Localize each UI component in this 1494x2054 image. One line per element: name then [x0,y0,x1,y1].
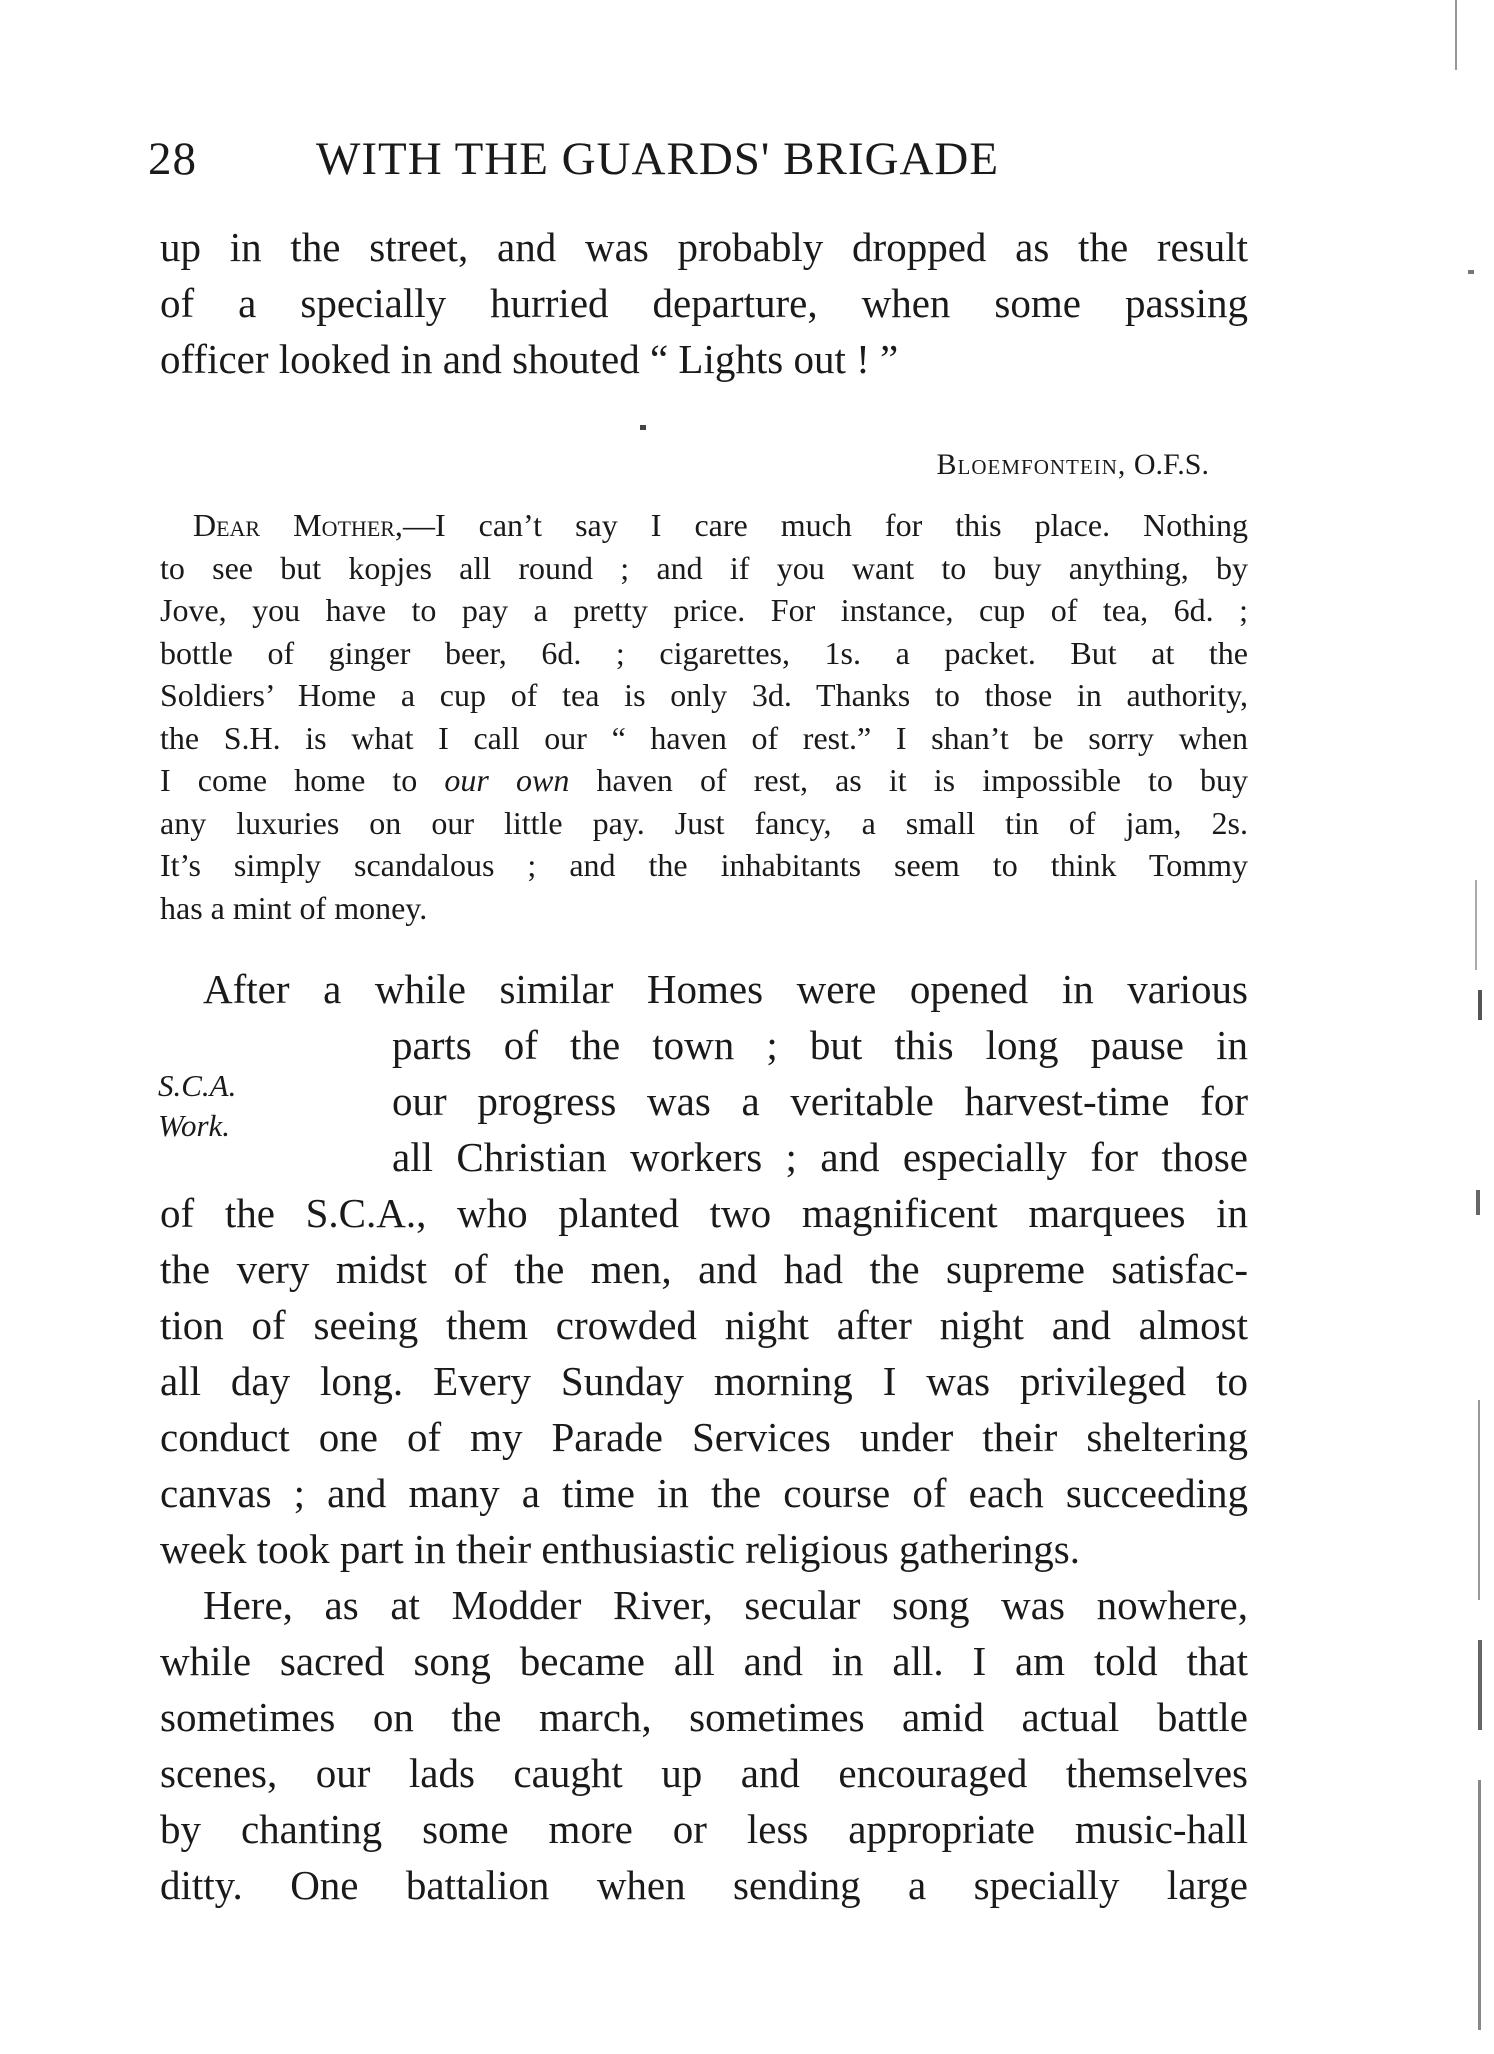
running-title: WITH THE GUARDS' BRIGADE [316,133,1000,185]
text-line: of the S.C.A., who planted two magnificent marquees in [160,1190,1248,1236]
text-line: of a specially hurried departure, when some passing [160,280,1248,326]
text-line: the very midst of the men, and had the supreme satisfac- [160,1246,1248,1292]
text-line: Soldiers’ Home a cup of tea is only 3d. Thanks to those in authority, [160,677,1248,713]
paragraph-continued [160,219,1248,387]
dateline-place: Bloemfontein, [936,448,1127,481]
text-line: has a mint of money. [160,889,428,926]
margin-note [158,1066,236,1146]
text-span: haven of rest, as it is impossible to buy [569,762,1249,798]
text-line: week took part in their enthusiastic religious gatherings. [160,1526,1080,1572]
text-line: bottle of ginger beer, 6d. ; cigarettes, 1s. a packet. But at the [160,634,1248,671]
text-line: to see but kopjes all round ; and if you want to buy anything, by [160,549,1248,586]
text-line: the S.H. is what I call our “ haven of rest.” I shan’t be sorry when [160,719,1248,756]
dateline-state: O.F.S. [1133,448,1209,481]
text-line: ditty. One battalion when sending a specially large [160,1862,1248,1908]
margin-note-line: Work. [158,1108,231,1143]
letter-text: —I can’t say I care much for this place. Nothing [402,507,1248,543]
page-number: 28 [148,133,197,185]
paragraph-modder-river [160,1577,1248,1913]
text-line: up in the street, and was probably dropped as the result [160,224,1248,270]
text-span: I come home to [160,762,445,798]
paragraph-first-line [203,961,1248,1017]
text-line: After a while similar Homes were opened in various [203,966,1248,1012]
text-line: Here, as at Modder River, secular song was nowhere, [203,1582,1248,1628]
running-head [148,132,1253,186]
text-line: while sacred song became all and in all. I am told that [160,1638,1248,1684]
paragraph-body [160,1185,1248,1577]
text-line: sometimes on the march, sometimes amid actual battle [160,1694,1248,1740]
salutation: Dear Mother, [193,507,403,543]
text-line: officer looked in and shouted “ Lights out ! ” [160,336,899,382]
text-line: scenes, our lads caught up and encouraged themselves [160,1750,1248,1796]
letter-quotation [160,504,1248,929]
text-line-with-italic [160,759,1248,802]
text-line: our progress was a veritable harvest-time for [392,1078,1248,1124]
text-line: parts of the town ; but this long pause in [392,1022,1248,1068]
italic-emphasis: our own [444,762,570,798]
indented-lines [392,1017,1248,1185]
letter-first-line [160,504,1248,547]
letter-dateline [937,448,1209,482]
text-line: conduct one of my Parade Services under their sheltering [160,1414,1248,1460]
text-line: canvas ; and many a time in the course of each succeeding [160,1470,1248,1516]
text-line: tion of seeing them crowded night after night and almost [160,1302,1248,1348]
text-line: by chanting some more or less appropriate music-hall [160,1806,1248,1852]
text-line: all Christian workers ; and especially for those [392,1134,1248,1180]
text-line: any luxuries on our little pay. Just fancy, a small tin of jam, 2s. [160,804,1248,841]
text-line: Jove, you have to pay a pretty price. For instance, cup of tea, 6d. ; [160,592,1248,628]
text-line: all day long. Every Sunday morning I was privileged to [160,1358,1248,1404]
margin-note-line: S.C.A. [158,1068,237,1103]
text-line: It’s simply scandalous ; and the inhabitants seem to think Tommy [160,847,1248,883]
